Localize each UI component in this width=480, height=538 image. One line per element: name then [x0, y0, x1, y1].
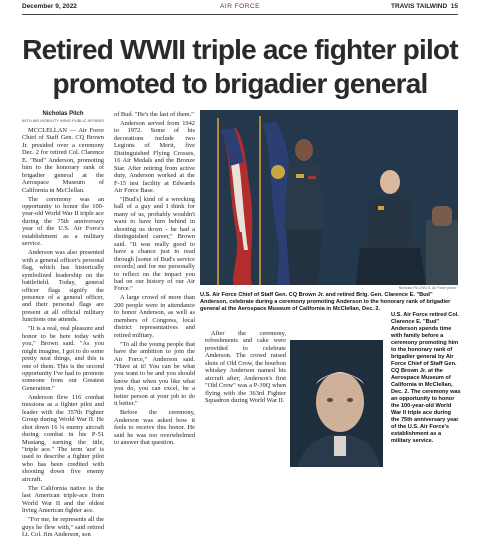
paragraph: Anderson served from 1942 to 1972. Some of his decorations include two Legions of Merit, five Distinguished Flying Crosses, 16 Air Medals and the Bronze Star. After retiring from active duty, Anderson worked at the F-15 test facility at Edwards Air Force Base. [114, 119, 195, 195]
paragraph: "For me, he represents all the guys he flew with," said retired Lt. Col. Jim Anderson, son [22, 516, 104, 538]
paragraph: "To all the young people that have the ambition to join the Air Force," Anderson said. "Have at it! You can be what you want to be and you should know that when you like what you do, you can excel, be a better person at your job to do it better." [114, 340, 195, 408]
page-number: 15 [450, 3, 458, 10]
paragraph: MCCLELLAN — Air Force Chief of Staff Gen. CQ Brown Jr. presided over a ceremony Dec. 2 for retired Col. Clarence E. "Bud" Anderson, promoting him to the honorary rank of brigadier general at the Aerospace Museum of California in McClellan. [22, 127, 104, 194]
headline-line-1: Retired WWII triple ace fighter pilot [22, 34, 458, 65]
paragraph: of Bud. "He's the last of them." [114, 111, 194, 118]
honoree-photo [290, 340, 383, 467]
paragraph: A large crowd of more than 200 people were in attendance to honor Anderson, as well as members of Congress, local district representatives and retired military. [114, 294, 195, 339]
paragraph: Anderson flew 116 combat missions as a fighter pilot and leader with the 357th Fighter Group during World War II. He shot down 16 ¼ enemy aircraft during combat in his P-51 Mustang, earning the title, "triple ace." The term 'ace' is used to describe a fighter pilot who has been credited with shooting down five enemy aircraft. [22, 393, 104, 483]
headline-line-2: promoted to brigadier general [52, 68, 428, 99]
paragraph: "[Bud's] kind of a wrecking ball of a guy and I think for many of us, probably wouldn't want to have him behind in shooting us down - he had a distinguished career," Brown said. "It was really good to have a chance just to read through [some of Bud's service records] and for me personally to reflect on the impact you had on our history of our Air Force." [114, 195, 195, 293]
photo-credit: Nicholas PILCH/U.S. Air Force photo [398, 286, 456, 290]
article-column-2 [114, 111, 195, 467]
paragraph: "It is a real, real pleasure and honor to be here today with you," Brown said. "As you might imagine, I got to do some pretty neat things, and this is one of them. This is the second opportunity I've had to promote someone from our Greatest Generation." [22, 325, 104, 392]
paragraph: The ceremony was an opportunity to honor the 100-year-old World War II triple ace during the 75th anniversary year of the U.S. Air Force's establishment as a military service. [22, 195, 104, 248]
publication-label [391, 3, 458, 10]
ceremony-photo [200, 110, 458, 285]
photo-caption-side: U.S. Air Force retired Col. Clarence E. "Bud" Anderson spends time with family before a ceremony promoting him to the honorary rank of brigadier general by Air Force Chief of Staff Gen. CQ Brown Jr. at the Aerospace Museum of California in McClellan, Dec. 2. The ceremony was an opportunity to honor the 100-year-old World War II triple ace during the 75th anniversary year of the U.S. Air Force's establishment as a military service. [391, 312, 461, 444]
ceremony-photo-illustration [200, 110, 458, 285]
article-column-1 [22, 127, 104, 538]
byline [20, 111, 106, 123]
section-name: AIR FORCE [220, 3, 260, 10]
photo-caption-main: U.S. Air Force Chief of Staff Gen. CQ Brown Jr. and retired Brig. Gen. Clarence E. "Bud" Anderson, celebrate during a ceremony promoting Anderson to the honorary rank of brigadier general at the Aerospace Museum of California in McClellan, Dec. 2. [200, 292, 451, 312]
paragraph: Before the ceremony, Anderson was asked how it feels to receive this honor. He said he was too overwhelmed to answer that question. [114, 409, 195, 446]
page-header [0, 0, 480, 12]
honoree-photo-illustration [290, 340, 383, 467]
paragraph: The California native is the last American triple-ace from World War II and the oldest living American fighter ace. [22, 484, 104, 515]
article-column-3 [205, 330, 286, 467]
publication-name: TRAVIS TAILWIND [391, 3, 448, 10]
issue-date: December 9, 2022 [22, 3, 77, 10]
headline [0, 33, 480, 101]
byline-name: Nicholas Pilch [42, 111, 84, 117]
header-rule [22, 14, 458, 15]
paragraph: Anderson was also presented with a general officer's personal flag, which has historically symbolized leadership on the battlefield. Today, general officer flags signify the presence of a general officer, and their personal flags are present at all official military functions one attends. [22, 249, 104, 324]
byline-unit: 60TH AIR MOBILITY WING PUBLIC AFFAIRS [21, 118, 105, 123]
paragraph: After the ceremony, refreshments and cake were provided to celebrate Anderson. The crowd raised shots of Old Crow, the bourbon whiskey Anderson named his aircraft after; Anderson's first "Old Crow" was a P-39Q when flying with the 363rd Fighter Squadron during World War II. [205, 330, 286, 405]
